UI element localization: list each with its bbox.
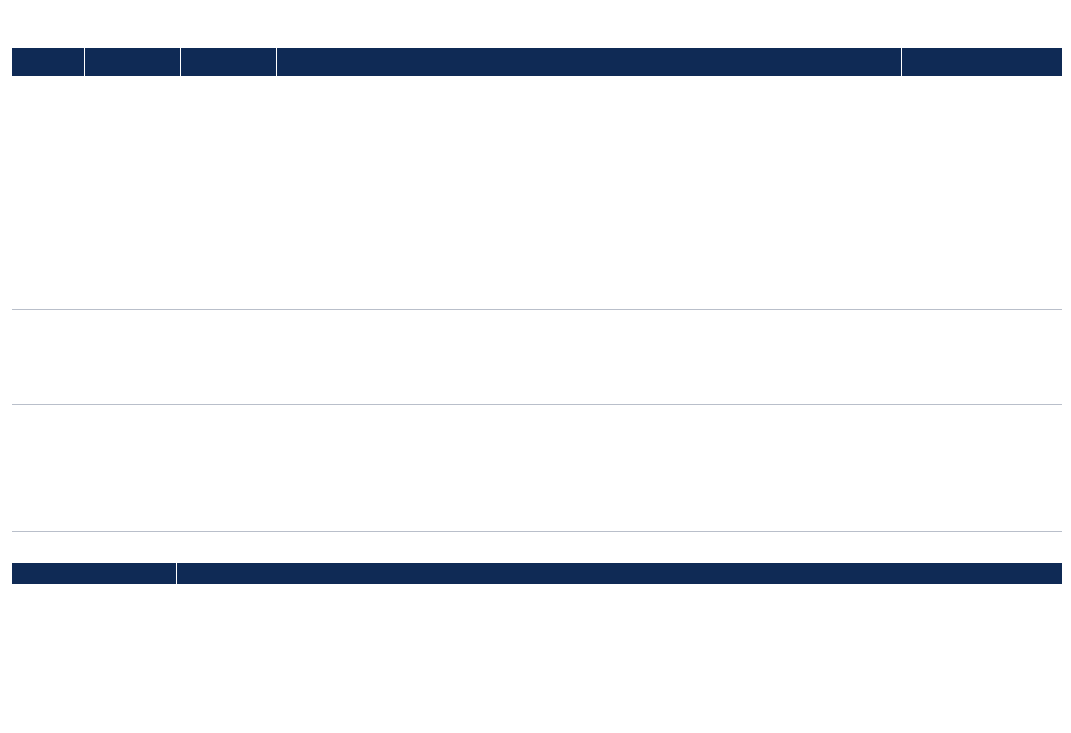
trim-row-exclusive [12, 76, 1062, 310]
package-header-items [177, 563, 1062, 584]
trim-row-prestige [12, 310, 1062, 405]
header-option [902, 48, 1062, 76]
header-price-before [85, 48, 181, 76]
header-price-after [181, 48, 277, 76]
package-header-grade [12, 563, 177, 584]
header-grade [12, 48, 85, 76]
header-basic [277, 48, 902, 76]
trim-row-calligraphy [12, 405, 1062, 532]
